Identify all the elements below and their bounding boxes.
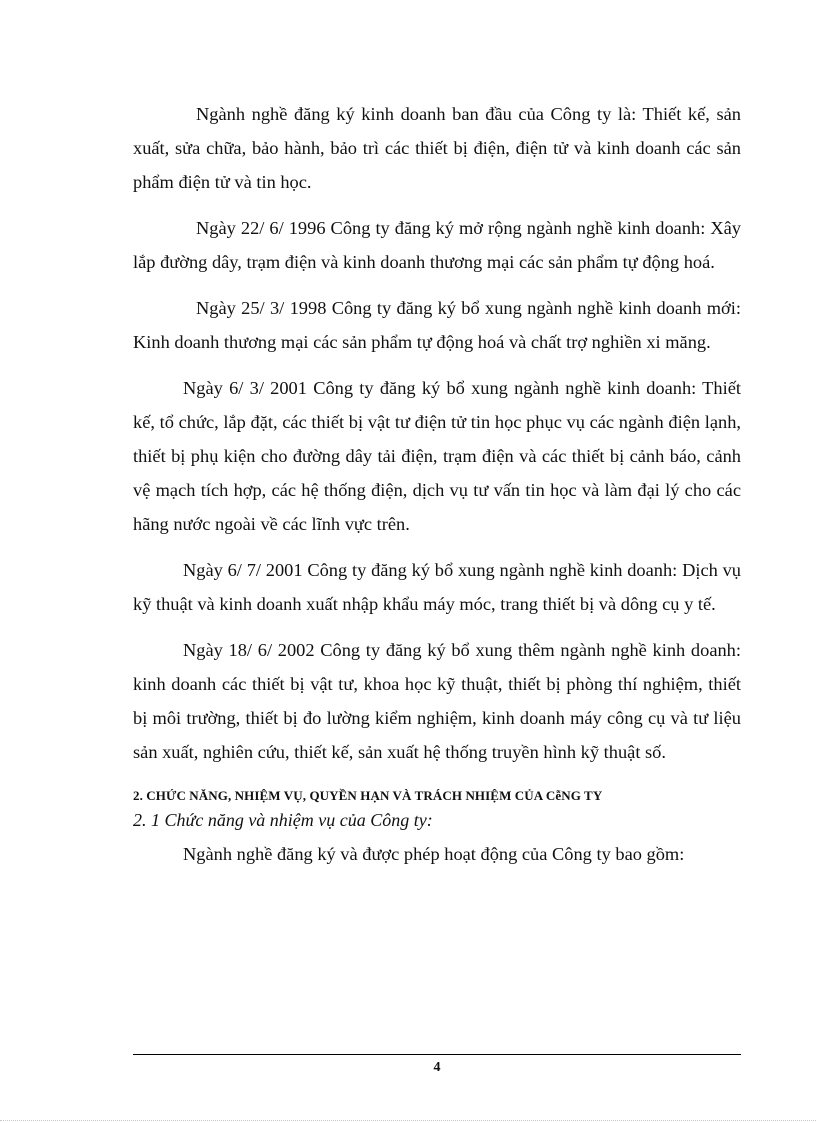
footer-divider bbox=[133, 1054, 741, 1055]
paragraph-registration-july-2001: Ngày 6/ 7/ 2001 Công ty đăng ký bổ xung ngành nghề kinh doanh: Dịch vụ kỹ thuật và kinh doanh xuất nhập khẩu máy móc, trang thiết bị và dông cụ y tế. bbox=[133, 560, 741, 614]
paragraph-registration-march-2001: Ngày 6/ 3/ 2001 Công ty đăng ký bổ xung ngành nghề kinh doanh: Thiết kế, tổ chức, lắp đặt, các thiết bị vật tư điện tử tin học phục vụ các ngành điện lạnh, thiết bị phụ kiện cho đường dây tải điện, trạm điện và các thiết bị cảnh báo, cảnh vệ mạch tích hợp, các hệ thống điện, dịch vụ tư vấn tin học và làm đại lý cho các hãng nước ngoài về các lĩnh vực trên. bbox=[133, 378, 741, 534]
section-heading: 2. CHỨC NĂNG, NHIỆM VỤ, QUYỀN HẠN VÀ TRÁCH NHIỆM CỦA CễNG TY bbox=[133, 788, 603, 803]
paragraph-registration-1996: Ngày 22/ 6/ 1996 Công ty đăng ký mở rộng ngành nghề kinh doanh: Xây lắp đường dây, trạm điện và kinh doanh thương mại các sản phẩm tự động hoá. bbox=[133, 218, 741, 272]
page-edge-line bbox=[0, 1120, 816, 1121]
subsection-heading: 2. 1 Chức năng và nhiệm vụ của Công ty: bbox=[133, 810, 433, 830]
page-body bbox=[133, 97, 741, 871]
paragraph-initial-business-lines: Ngành nghề đăng ký kinh doanh ban đầu của Công ty là: Thiết kế, sản xuất, sửa chữa, bảo hành, bảo trì các thiết bị điện, điện tử và kinh doanh các sản phẩm điện tử và tin học. bbox=[133, 104, 741, 192]
paragraph-registration-2002: Ngày 18/ 6/ 2002 Công ty đăng ký bổ xung thêm ngành nghề kinh doanh: kinh doanh các thiết bị vật tư, khoa học kỹ thuật, thiết bị phòng thí nghiệm, thiết bị môi trường, thiết bị đo lường kiểm nghiệm, kinh doanh máy công cụ và tư liệu sản xuất, nghiên cứu, thiết kế, sản xuất hệ thống truyền hình kỹ thuật số. bbox=[133, 640, 741, 762]
paragraph-registration-1998: Ngày 25/ 3/ 1998 Công ty đăng ký bổ xung ngành nghề kinh doanh mới: Kinh doanh thương mại các sản phẩm tự động hoá và chất trợ nghiền xi măng. bbox=[133, 298, 741, 352]
page-number: 4 bbox=[433, 1060, 441, 1075]
lead-sentence: Ngành nghề đăng ký và được phép hoạt động của Công ty bao gồm: bbox=[183, 844, 685, 864]
